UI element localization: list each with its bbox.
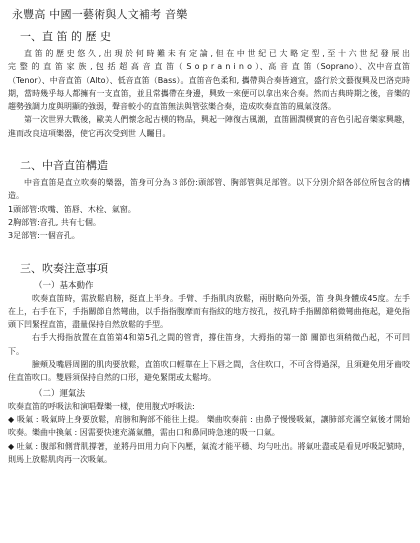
section-structure	[8, 157, 410, 242]
document-title: 永豐高 中國一藝術與人文補考 音樂	[12, 8, 188, 21]
paragraph: 直 笛 的 歷 史 悠 久 , 出 現 於 何 時 難 未 有 定 論 , 但 在 中 世 紀 已 大 略 定 型 , 至 十 六 世 紀 發 展 出 完 整 的 直 笛 家 族 , 包 括 超 高 音 直 笛（ S o p r a n i n o ）、高 音 直 笛（Soprano）、次中音直笛（Tenor）、中音直笛（Alto）、低音直笛（Bass）。直笛音色柔和, 攜帶與合奏皆適宜，盛行於文藝復興及巴洛克時期，當時幾乎每人都擁有一支直笛，並且常攜帶在身邊，興致一來便可以拿出來合奏。然而古典時期之後，音樂的趨勢強調力度與明顯的強弱，聲音較小的直笛無法與管弦樂合奏，造成吹奏直笛的風氣沒落。	[8, 49, 410, 112]
section-history	[8, 28, 410, 140]
section-heading: 二、中音直笛構造	[20, 159, 108, 173]
paragraph: 右手大拇指放置在直笛第4和第5孔之間的管背，撐住笛身，大拇指的第一節 關節也須稍微凸起，不可凹下。	[8, 333, 410, 356]
paragraph: 臉頰及嘴唇周圍的肌肉要放鬆，直笛吹口輕靠在上下唇之間，含住吹口，不可含得過深，且須避免用牙齒咬住直笛吹口。雙唇須保持自然的口形，避免緊閉或太鬆垮。	[8, 360, 410, 383]
subsection-heading: （一）基本動作	[34, 280, 94, 291]
paragraph: 吹奏直笛的呼吸法和演唱聲樂一樣，使用腹式呼吸法:	[8, 401, 195, 411]
paragraph: 第一次世界大戰後，歐美人們懷念起古樸的物品，興起一陣復古風潮，直笛圓潤樸實的音色引起音樂家興趣，進而改良這項樂器，使它再次受到世 人矚目。	[8, 115, 410, 138]
paragraph: 中音直笛是直立吹奏的樂器，笛身可分為３部份:頭部管、胸部管與足部管。以下分別介紹各部位所包含的構造。	[8, 178, 410, 201]
paragraph: 吹奏直笛時，需放鬆肩膀，挺直上半身。手臂、手指肌肉放鬆，兩肘略向外張，笛 身與身體成45度。左手在上，右手在下，手指關節自然彎曲，以手指指腹摩而有指紋的地方按孔，按孔時手指關節稍微彎曲拖起，避免指頭下凹緊捏直笛，盡量保持自然放鬆的手型。	[8, 293, 410, 330]
list-item: 1頭部管:吹嘴、笛唇、木栓、氣窗。	[8, 204, 136, 214]
subsection-heading: （二）運氣法	[34, 388, 86, 399]
section-playing-notes	[8, 260, 410, 467]
section-heading: 三、吹奏注意事項	[20, 261, 108, 275]
list-item: 2胸部管:音孔, 共有七個。	[8, 217, 101, 227]
bullet-paragraph: ◆ 吸氣 : 吸氣時上身要放鬆，肩膀和胸部不能往上提。 樂曲吹奏前 : 由鼻子慢慢吸氣，讓肺部充滿空氣後才開始吹奏。樂曲中換氣 : 因需要快速充滿氣體，需由口和鼻同時急速的吸一口氣。	[8, 414, 410, 438]
list-item: 3足部管:一個音孔。	[8, 231, 80, 241]
section-heading: 一、直 笛 的 歷 史	[20, 30, 111, 43]
bullet-paragraph: ◆ 吐氣 : 腹部和側背肌撐著，並將丹田用力向下內壓，氣流才能平穩、均勻吐出。將氣吐盡或是看見呼吸記號時，則馬上放鬆肌肉再一次吸氣。	[8, 441, 410, 464]
